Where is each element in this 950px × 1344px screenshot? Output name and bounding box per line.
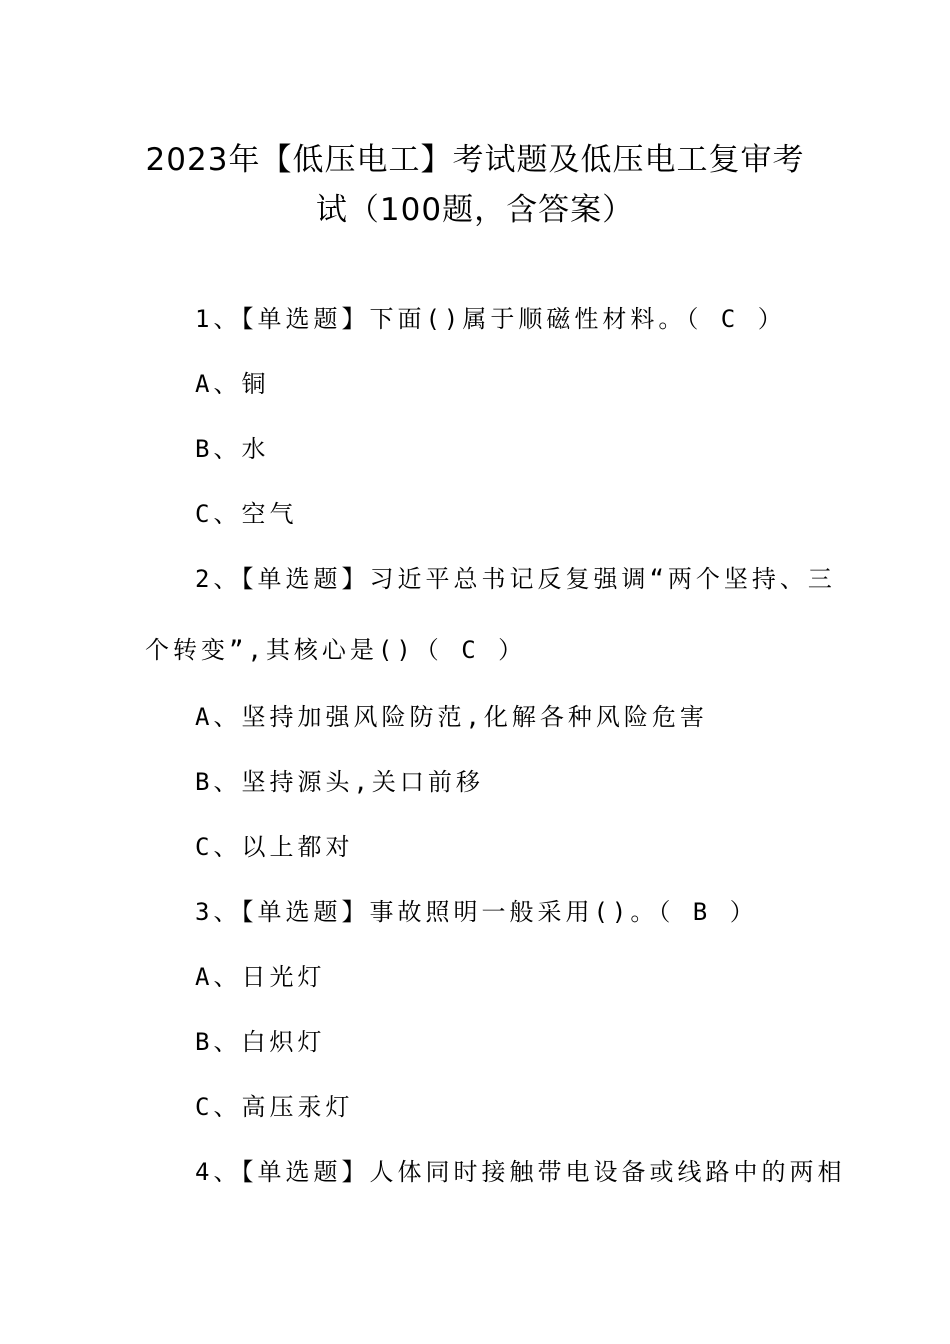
- question-4-stem: 4、【单选题】人体同时接触带电设备或线路中的两相: [195, 1158, 846, 1186]
- question-1-stem: 1、【单选题】下面()属于顺磁性材料。（ C ）: [195, 305, 786, 333]
- question-3-stem: 3、【单选题】事故照明一般采用()。（ B ）: [195, 898, 758, 926]
- question-2-option-b: B、坚持源头,关口前移: [195, 768, 484, 796]
- question-1-option-c: C、空气: [195, 500, 298, 528]
- question-2-stem-continued: 个转变”,其核心是()（ C ）: [145, 636, 527, 664]
- question-1-option-b: B、水: [195, 435, 270, 463]
- question-1-option-a: A、铜: [195, 370, 270, 398]
- question-2-option-c: C、以上都对: [195, 833, 354, 861]
- question-2-option-a: A、坚持加强风险防范,化解各种风险危害: [195, 703, 708, 731]
- document-title-line-1: 2023年【低压电工】考试题及低压电工复审考: [145, 142, 805, 178]
- question-3-option-a: A、日光灯: [195, 963, 326, 991]
- document-title-line-2: 试（100题，含答案）: [315, 192, 635, 228]
- question-2-stem: 2、【单选题】习近平总书记反复强调“两个坚持、三: [195, 565, 836, 593]
- question-3-option-b: B、白炽灯: [195, 1028, 326, 1056]
- question-3-option-c: C、高压汞灯: [195, 1093, 354, 1121]
